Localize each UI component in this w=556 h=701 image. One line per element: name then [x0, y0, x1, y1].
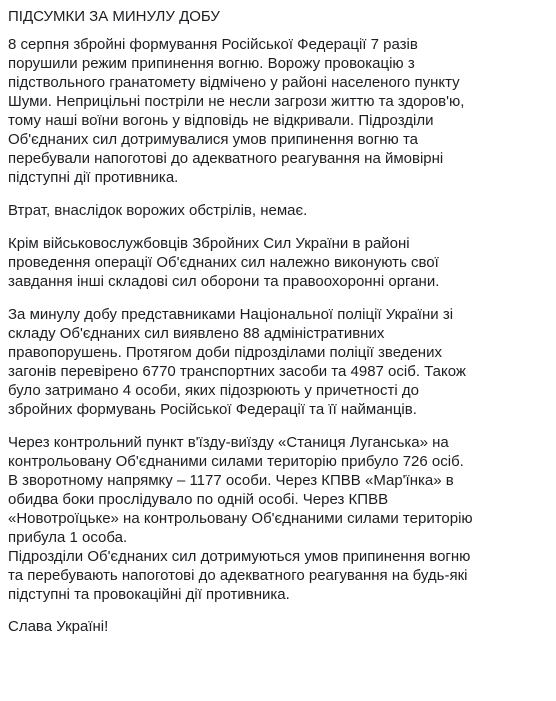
text-line: підступні та провокаційні дії противника.	[8, 586, 290, 603]
text-line: перебували напоготові до адекватного реагування на ймовірні	[8, 150, 444, 167]
paragraph-police-report	[8, 305, 552, 419]
text-line: обидва боки прослідувало по одній особі. Через КПВВ	[8, 491, 389, 508]
text-line: збройних формувань Російської Федерації та її найманців.	[8, 401, 417, 418]
paragraph-checkpoints	[8, 433, 552, 604]
text-line: було затримано 4 особи, яких підозрюють у причетності до	[8, 382, 419, 399]
text-line: порушили режим припинення вогню. Ворожу провокацію з	[8, 55, 415, 72]
post-title: ПІДСУМКИ ЗА МИНУЛУ ДОБУ	[8, 8, 220, 25]
text-line: Крім військовослужбовців Збройних Сил України в районі	[8, 235, 410, 252]
text-line: підступні дії противника.	[8, 169, 179, 186]
post-body	[8, 0, 552, 650]
text-line: та перебувають напоготові до адекватного реагування на будь-які	[8, 567, 468, 584]
paragraph-ceasefire-violations	[8, 35, 552, 187]
text-line: контрольовану Об'єднаними силами територію прибуло 726 осіб.	[8, 453, 464, 470]
text-line: тому наші воїни вогонь у відповідь не відкривали. Підрозділи	[8, 112, 434, 129]
text-line: загонів перевірено 6770 транспортних засоби та 4987 осіб. Також	[8, 363, 466, 380]
text-line: Шуми. Неприцільні постріли не несли загрози життю та здоров'ю,	[8, 93, 465, 110]
text-line: Через контрольний пункт в'їзду-виїзду «Станиця Луганська» на	[8, 434, 449, 451]
text-line: підствольного гранатомету відмічено у районі населеного пункту	[8, 74, 460, 91]
text-line: Підрозділи Об'єднаних сил дотримуються умов припинення вогню	[8, 548, 471, 565]
text-line: прибула 1 особа.	[8, 529, 128, 546]
text-line: 8 серпня збройні формування Російської Федерації 7 разів	[8, 36, 418, 53]
text-line: Втрат, внаслідок ворожих обстрілів, немає.	[8, 202, 308, 219]
text-line: правопорушень. Протягом доби підрозділами поліції зведених	[8, 344, 442, 361]
text-line: завдання інші складові сил оборони та правоохоронні органи.	[8, 273, 440, 290]
text-line: Слава Україні!	[8, 618, 109, 635]
text-line: В зворотному напрямку – 1177 особи. Через КПВВ «Мар'їнка» в	[8, 472, 454, 489]
text-line: складу Об'єднаних сил виявлено 88 адміністративних	[8, 325, 385, 342]
text-line: проведення операції Об'єднаних сил належно виконують свої	[8, 254, 439, 271]
text-line: «Новотроїцьке» на контрольовану Об'єднаними силами територію	[8, 510, 473, 527]
paragraph-no-losses	[8, 201, 552, 220]
paragraph-closing	[8, 617, 552, 636]
paragraph-other-forces	[8, 234, 552, 291]
text-line: За минулу добу представниками Національної поліції України зі	[8, 306, 454, 323]
text-line: Об'єднаних сил дотримувалися умов припинення вогню та	[8, 131, 418, 148]
